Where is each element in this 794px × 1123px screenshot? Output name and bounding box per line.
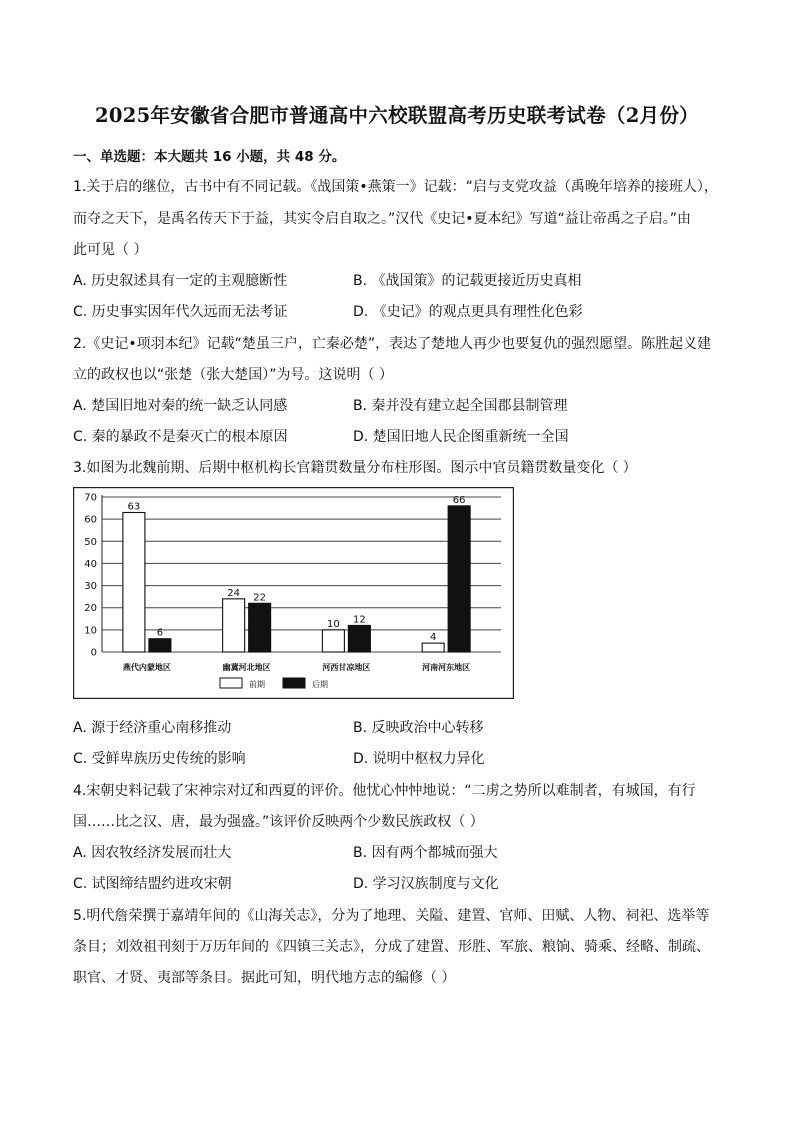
data-label: 63: [127, 501, 141, 513]
y-tick-label: 50: [84, 536, 97, 548]
y-tick-label: 10: [84, 625, 97, 637]
data-label: 24: [227, 587, 241, 599]
legend-swatch-late: [283, 678, 305, 688]
question-4-option-b[interactable]: B. 因有两个都城而强大: [353, 845, 498, 861]
bar-chart: [73, 487, 514, 699]
y-tick-label: 30: [84, 581, 97, 593]
question-1-line-3: 此可见（ ）: [73, 242, 148, 258]
y-tick-label: 0: [90, 647, 97, 659]
data-label: 6: [156, 627, 164, 639]
data-label: 12: [353, 614, 366, 626]
legend-label: 前期: [249, 680, 265, 689]
question-3-line-1: 3.如图为北魏前期、后期中枢机构长官籍贯数量分布柱形图。图示中官员籍贯数量变化（ ）: [73, 460, 637, 476]
question-2-option-b[interactable]: B. 秦并没有建立起全国郡县制管理: [353, 398, 568, 414]
data-label: 4: [429, 632, 437, 644]
bar-late-2: [348, 625, 370, 652]
question-3-option-a[interactable]: A. 源于经济重心南移推动: [73, 720, 232, 736]
question-5-line-1: 5.明代詹荣撰于嘉靖年间的《山海关志》，分为了地理、关隘、建置、官师、田赋、人物、祠祀、选举等: [73, 908, 710, 924]
question-2-option-d[interactable]: D. 楚国旧地人民企图重新统一全国: [353, 429, 569, 445]
question-1-line-1: 1.关于启的继位，古书中有不同记载。《战国策•燕策一》记载：“启与支党攻益（禹晚年培养的接班人），: [73, 179, 718, 195]
bar-late-0: [149, 639, 171, 652]
question-4-line-1: 4.宋朝史料记载了宋神宗对辽和西夏的评价。他忧心忡忡地说：“二虏之势所以难制者，有城国，有行: [73, 783, 696, 799]
bar-late-3: [448, 506, 470, 652]
question-1-option-b[interactable]: B. 《战国策》的记载更接近历史真相: [353, 273, 582, 289]
legend-label: 后期: [312, 680, 328, 689]
question-1-option-a[interactable]: A. 历史叙述具有一定的主观臆断性: [73, 273, 288, 289]
legend-swatch-early: [220, 678, 242, 688]
question-3-option-b[interactable]: B. 反映政治中心转移: [353, 720, 484, 736]
bar-late-1: [249, 603, 271, 652]
question-1-line-2: 而夺之天下，是禹名传天下于益，其实令启自取之。”汉代《史记•夏本纪》写道“益让帝禹之子启。”由: [73, 211, 692, 227]
bar-early-3: [422, 643, 444, 652]
question-3-option-d[interactable]: D. 说明中枢权力异化: [353, 751, 485, 767]
y-tick-label: 60: [84, 514, 97, 526]
data-label: 22: [253, 592, 267, 604]
question-2-option-c[interactable]: C. 秦的暴政不是秦灭亡的根本原因: [73, 429, 288, 445]
x-category-label: 河西甘凉地区: [322, 663, 371, 672]
question-2-line-2: 立的政权也以“张楚（张大楚国）”为号。这说明（ ）: [73, 367, 393, 383]
question-2-option-a[interactable]: A. 楚国旧地对秦的统一缺乏认同感: [73, 398, 288, 414]
question-3-option-c[interactable]: C. 受鲜卑族历史传统的影响: [73, 751, 246, 767]
question-5-line-3: 职官、才贤、夷部等条目。据此可知，明代地方志的编修（ ）: [73, 970, 456, 986]
question-1-option-d[interactable]: D. 《史记》的观点更具有理性化色彩: [353, 304, 583, 320]
question-5-line-2: 条目；刘效祖刊刻于万历年间的《四镇三关志》，分成了建置、形胜、军旅、粮饷、骑乘、经略、制疏、: [73, 939, 710, 955]
question-1-option-c[interactable]: C. 历史事实因年代久远而无法考证: [73, 304, 288, 320]
x-category-label: 燕代内蒙地区: [122, 663, 171, 672]
x-category-label: 幽冀河北地区: [222, 663, 271, 672]
section-heading: 一、单选题：本大题共 16 小题，共 48 分。: [73, 149, 346, 165]
exam-title: 2025年安徽省合肥市普通高中六校联盟高考历史联考试卷（2月份）: [95, 104, 699, 127]
x-category-label: 河南河东地区: [422, 663, 471, 672]
y-tick-label: 40: [84, 558, 97, 570]
bar-early-2: [322, 630, 344, 652]
question-4-line-2: 国……比之汉、唐，最为强盛。”该评价反映两个少数民族政权（ ）: [73, 814, 484, 830]
y-tick-label: 70: [84, 492, 97, 504]
data-label: 66: [452, 494, 466, 506]
question-4-option-a[interactable]: A. 因农牧经济发展而壮大: [73, 845, 232, 861]
bar-early-0: [123, 513, 145, 653]
question-2-line-1: 2.《史记•项羽本纪》记载“楚虽三户，亡秦必楚”，表达了楚地人再少也要复仇的强烈愿望。陈胜起义建: [73, 336, 712, 352]
question-4-option-d[interactable]: D. 学习汉族制度与文化: [353, 876, 499, 892]
data-label: 10: [327, 618, 340, 630]
bar-early-1: [223, 599, 245, 652]
question-4-option-c[interactable]: C. 试图缔结盟约进攻宋朝: [73, 876, 232, 892]
y-tick-label: 20: [84, 603, 97, 615]
